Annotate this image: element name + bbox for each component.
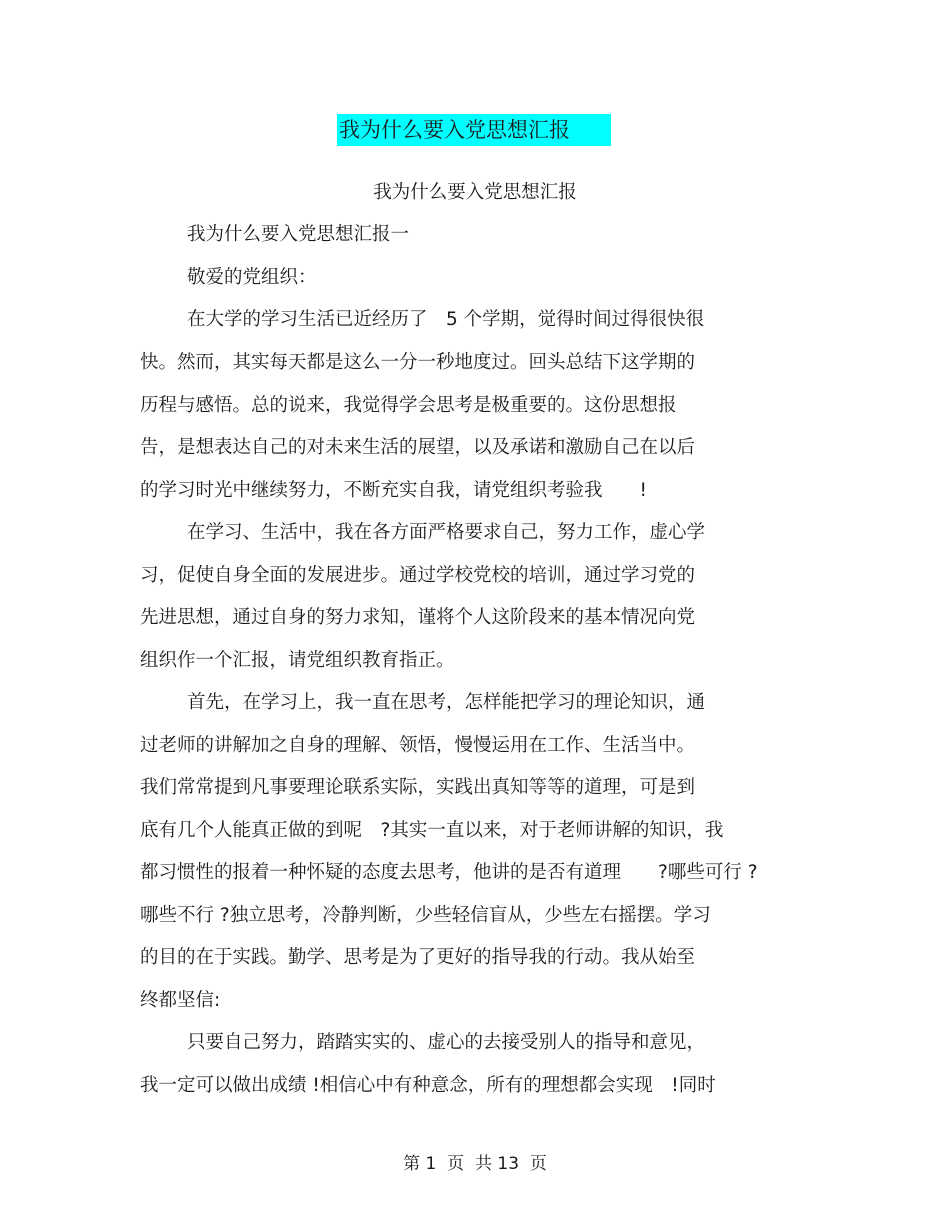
body-line-11: 组织作一个汇报，请党组织教育指正。 — [140, 650, 455, 671]
body-line-17: 哪些不行 ?独立思考，冷静判断，少些轻信盲从，少些左右摇摆。学习 — [140, 905, 711, 926]
body-line-19: 终都坚信: — [140, 990, 221, 1011]
body-line-18: 的目的在于实践。勤学、思考是为了更好的指导我的行动。我从始至 — [140, 947, 696, 968]
body-line-7: 的学习时光中继续努力，不断充实自我，请党组织考验我 ! — [140, 480, 647, 501]
salutation: 敬爱的党组织： — [187, 267, 317, 288]
body-line-1: 我为什么要入党思想汇报一 — [187, 224, 410, 245]
body-line-4: 快。然而，其实每天都是这么一分一秒地度过。回头总结下这学期的 — [140, 352, 696, 373]
body-line-3: 在大学的学习生活已近经历了 5 个学期，觉得时间过得很快很 — [187, 309, 705, 330]
body-line-14: 我们常常提到凡事要理论联系实际，实践出真知等等的道理，可是到 — [140, 777, 696, 798]
body-line-5: 历程与感悟。总的说来，我觉得学会思考是极重要的。这份思想报 — [140, 395, 677, 416]
body-line-9: 习，促使自身全面的发展进步。通过学校党校的培训，通过学习党的 — [140, 565, 696, 586]
body-line-12: 首先，在学习上，我一直在思考，怎样能把学习的理论知识，通 — [187, 692, 706, 713]
body-line-8: 在学习、生活中，我在各方面严格要求自己，努力工作，虚心学 — [187, 522, 706, 543]
body-line-13: 过老师的讲解加之自身的理解、领悟，慢慢运用在工作、生活当中。 — [140, 735, 696, 756]
body-line-21: 我一定可以做出成绩 !相信心中有种意念，所有的理想都会实现 !同时 — [140, 1075, 716, 1096]
document-subtitle: 我为什么要入党思想汇报 — [373, 182, 577, 203]
page-number: 第 1 页 共 13 页 — [403, 1154, 547, 1174]
body-line-20: 只要自己努力，踏踏实实的、虚心的去接受别人的指导和意见， — [187, 1032, 706, 1053]
body-line-10: 先进思想，通过自身的努力求知，谨将个人这阶段来的基本情况向党 — [140, 607, 696, 628]
document-title: 我为什么要入党思想汇报 — [337, 114, 611, 146]
body-line-15: 底有几个人能真正做的到呢 ?其实一直以来，对于老师讲解的知识，我 — [140, 820, 724, 841]
body-line-6: 告，是想表达自己的对未来生活的展望，以及承诺和激励自己在以后 — [140, 437, 696, 458]
body-line-16: 都习惯性的报着一种怀疑的态度去思考，他讲的是否有道理 ?哪些可行 ? — [140, 862, 758, 883]
